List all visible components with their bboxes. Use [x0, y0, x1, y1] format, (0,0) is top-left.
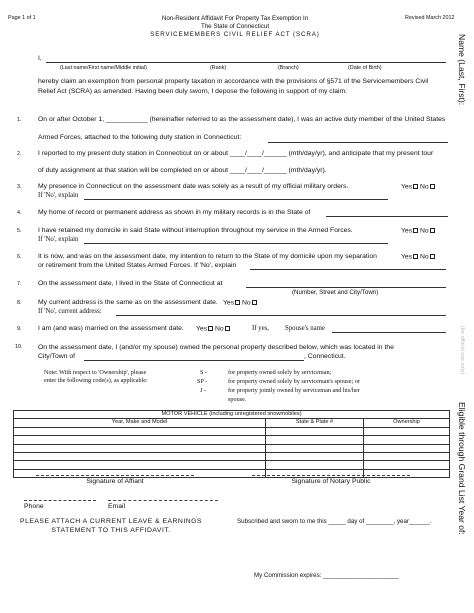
vehicle-cell[interactable]: [14, 469, 266, 477]
item5-explain-field[interactable]: [84, 243, 388, 244]
table-row: [14, 436, 450, 444]
item8-yesno: [223, 300, 257, 307]
table-row: [14, 427, 450, 435]
no-checkbox[interactable]: [252, 300, 257, 305]
table-row: [14, 444, 450, 452]
item2-line2: of duty assignment at that station will be completed on or about ____/____/______ (mth/day/yr).: [38, 167, 327, 174]
home-state-field[interactable]: [326, 216, 448, 217]
form-title-line1: Non-Resident Affidavit For Property Tax Exemption In: [161, 15, 309, 22]
no-checkbox[interactable]: [430, 254, 435, 259]
eligible-side-label: Eligible through Grand List Year of:: [457, 402, 467, 535]
vehicle-cell[interactable]: [14, 452, 266, 460]
affiant-signature-line[interactable]: [36, 475, 194, 476]
no-label: No: [214, 325, 224, 333]
phone-line[interactable]: [24, 500, 96, 501]
item-number: 9.: [17, 326, 22, 332]
item5-yesno: [401, 228, 435, 235]
code-sp-desc: for property owned solely by serviceman's spouse; or: [228, 378, 360, 385]
attach-notice-line1: PLEASE ATTACH A CURRENT LEAVE & EARNINGS: [20, 518, 202, 525]
item6-line2: or retirement from the United States Armed Forces. If 'No', explain: [38, 262, 237, 269]
item1-line1: On or after October 1, ___________ (hereinafter referred to as the assessment date), I was an active duty member of the United States: [38, 116, 446, 123]
affiant-signature-label: Signature of Affiant: [86, 478, 144, 485]
item-number: 4.: [17, 210, 22, 216]
table-row: [14, 469, 450, 477]
yes-checkbox[interactable]: [413, 228, 418, 233]
code-j-desc-cont: spouse.: [228, 396, 247, 403]
vehicle-cell[interactable]: [14, 461, 266, 469]
yes-label: Yes: [401, 227, 413, 235]
ownership-cell[interactable]: [364, 444, 450, 452]
yes-label: Yes: [223, 299, 235, 307]
item9-line: I am (and was) married on the assessment date.: [38, 325, 184, 332]
ownership-cell[interactable]: [364, 469, 450, 477]
yes-checkbox[interactable]: [413, 254, 418, 259]
item10-line1: On the assessment date, I (and/or my spouse) owned the personal property described below, which was located in the: [38, 344, 394, 351]
table-title: MOTOR VEHICLE (including unregistered snowmobiles): [14, 411, 450, 419]
ownership-cell[interactable]: [364, 461, 450, 469]
code-j: J -: [200, 387, 207, 394]
item10-line2: City/Town of: [38, 353, 76, 360]
form-title-line3: SERVICEMEMBERS CIVIL RELIEF ACT (SCRA): [150, 31, 320, 38]
item8-address-label: If 'No', current address:: [38, 308, 102, 315]
yes-checkbox[interactable]: [413, 184, 418, 189]
current-address-field[interactable]: [116, 315, 446, 316]
notary-signature-label: Signature of Notary Public: [291, 478, 371, 485]
plate-cell[interactable]: [266, 427, 364, 435]
item7-line: On the assessment date, I lived in the State of Connecticut at: [38, 280, 223, 287]
table-row: [14, 461, 450, 469]
name-side-label: Name (Last, First):: [457, 34, 467, 106]
no-label: No: [419, 227, 429, 235]
no-label: No: [419, 183, 429, 191]
item-number: 7.: [17, 281, 22, 287]
no-label: No: [241, 299, 251, 307]
item2-line1: I reported to my present duty station in Connecticut on or about ____/____/______ (mth/day/yr), and anticipate that my present tour: [38, 150, 434, 157]
table-header-row: [14, 419, 450, 427]
no-label: No: [419, 253, 429, 261]
item4-line: My home of record or permanent address as shown in my military records is in the State of: [38, 209, 311, 216]
revised-date: Revised March 2012: [405, 15, 455, 21]
table-title-row: [14, 411, 450, 419]
plate-cell[interactable]: [266, 452, 364, 460]
address-caption: (Number, Street and City/Town): [292, 289, 379, 296]
plate-cell[interactable]: [266, 444, 364, 452]
motor-vehicle-table: [13, 410, 450, 478]
item1-line2: Armed Forces, attached to the following duty station in Connecticut:: [38, 134, 242, 141]
vehicle-cell[interactable]: [14, 444, 266, 452]
ownership-cell[interactable]: [364, 427, 450, 435]
commission-expires: My Commission expires: ______________________: [254, 572, 399, 579]
no-checkbox[interactable]: [225, 326, 230, 331]
phone-label: Phone: [24, 503, 44, 510]
item6-line1: It is now, and was on the assessment date, my intention to return to the State of my domicile upon my separation: [38, 253, 377, 260]
item3-explain-label: If 'No', explain: [38, 192, 79, 199]
item5-explain-label: If 'No', explain: [38, 236, 79, 243]
page-number: Page 1 of 1: [8, 15, 36, 21]
yes-label: Yes: [401, 183, 413, 191]
item3-line1: My presence in Connecticut on the assessment date was solely as a result of my official military orders.: [38, 183, 349, 190]
attach-notice-line2: STATEMENT TO THIS AFFIDAVIT.: [51, 527, 171, 534]
item-number: 10.: [15, 344, 23, 350]
item-number: 5.: [17, 228, 22, 234]
duty-station-field[interactable]: [268, 142, 448, 143]
i-label: I,: [38, 55, 42, 62]
if-yes-label: If yes,: [252, 325, 269, 332]
item9-yesno: [196, 326, 230, 333]
plate-cell[interactable]: [266, 469, 364, 477]
branch-caption: (Branch): [278, 65, 299, 71]
spouse-name-field[interactable]: [332, 332, 446, 333]
item-number: 8.: [17, 300, 22, 306]
intro-line2: Relief Act (SCRA) as amended. Having been duly sworn, I depose the following in support of my claim:: [38, 88, 348, 95]
name-rank-branch-dob-line[interactable]: [46, 62, 446, 63]
code-s-desc: for property owned solely by serviceman;: [228, 369, 332, 376]
ownership-cell[interactable]: [364, 452, 450, 460]
dob-caption: (Date of Birth): [348, 65, 382, 71]
form-title-line2: The State of Connecticut: [200, 23, 270, 30]
ownership-note-line2: enter the following code(s), as applicable:: [44, 377, 148, 384]
code-s: S -: [200, 369, 208, 376]
item6-explain-field[interactable]: [250, 269, 446, 270]
city-town-field[interactable]: [84, 360, 304, 361]
code-j-desc: for property jointly owned by serviceman and his/her: [228, 387, 360, 394]
subscribed-sworn: Subscribed and sworn to me this _____ day of ________, year______.: [237, 518, 432, 525]
email-label: Email: [108, 503, 125, 510]
yes-label: Yes: [196, 325, 208, 333]
no-checkbox[interactable]: [430, 184, 435, 189]
spouse-name-label: Spouse's name: [285, 325, 325, 332]
no-checkbox[interactable]: [430, 228, 435, 233]
item-number: 1.: [17, 117, 22, 123]
item-number: 2.: [17, 151, 22, 157]
column-header: Year, Make and Model: [14, 419, 266, 427]
notary-signature-line[interactable]: [252, 475, 410, 476]
item3-yesno: [401, 184, 435, 191]
column-header: State & Plate #: [266, 419, 364, 427]
yes-checkbox[interactable]: [235, 300, 240, 305]
item6-yesno: [401, 254, 435, 261]
item5-line1: I have retained my domicile in said State without interruption throughout my service in the Armed Forces.: [38, 227, 353, 234]
yes-checkbox[interactable]: [208, 326, 213, 331]
ownership-note-line1: Note: With respect to 'Ownership', please: [44, 369, 147, 376]
email-line[interactable]: [108, 500, 218, 501]
item-number: 6.: [17, 254, 22, 260]
table-row: [14, 452, 450, 460]
code-sp: SP -: [197, 378, 208, 385]
intro-line1: hereby claim an exemption from personal property taxation in accordance with the provisions of §571 of the Servicemembers Civil: [38, 78, 429, 85]
yes-label: Yes: [401, 253, 413, 261]
item3-explain-field[interactable]: [84, 199, 388, 200]
official-use-label: (for official use only): [459, 326, 465, 375]
name-caption: (Last name/First name/Middle initial): [60, 65, 147, 71]
plate-cell[interactable]: [266, 436, 364, 444]
item8-line1: My current address is the same as on the assessment date.: [38, 299, 218, 306]
assessment-address-field[interactable]: [246, 287, 446, 288]
rank-caption: (Rank): [210, 65, 227, 71]
item-number: 3.: [17, 184, 22, 190]
vehicle-cell[interactable]: [14, 427, 266, 435]
item10-connecticut: , Connecticut.: [304, 353, 346, 360]
ownership-cell[interactable]: [364, 436, 450, 444]
vehicle-cell[interactable]: [14, 436, 266, 444]
plate-cell[interactable]: [266, 461, 364, 469]
column-header: Ownership: [364, 419, 450, 427]
